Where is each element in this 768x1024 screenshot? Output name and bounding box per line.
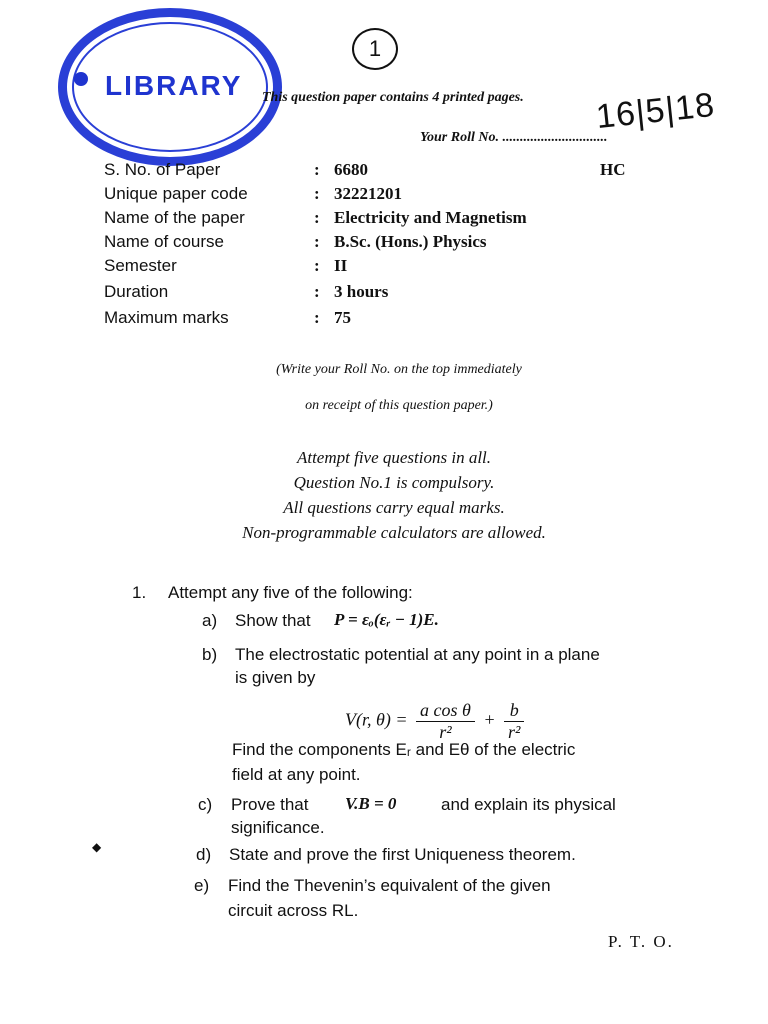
info-value: 3 hours — [334, 282, 389, 301]
info-label: Name of the paper — [104, 208, 245, 227]
info-label: S. No. of Paper — [104, 160, 221, 179]
part-c-math: V.B = 0 — [345, 794, 397, 813]
part-letter: d) — [196, 845, 212, 864]
info-label: Unique paper code — [104, 184, 248, 203]
info-row — [104, 232, 664, 256]
fraction-denominator: r² — [507, 722, 521, 742]
instruction-line: Attempt five questions in all. — [296, 448, 492, 467]
part-d-text: State and prove the first Uniqueness theorem. — [229, 845, 576, 864]
fraction — [416, 700, 475, 743]
potential-formula — [345, 700, 528, 743]
info-value: II — [334, 256, 348, 275]
info-label: Duration — [104, 282, 169, 301]
info-label: Semester — [104, 256, 177, 275]
info-value: 75 — [334, 308, 351, 327]
roll-note-line: on receipt of this question paper.) — [305, 398, 493, 413]
question-number: 1. — [132, 583, 147, 602]
fraction-numerator: b — [504, 700, 524, 722]
stray-mark: ◆ — [92, 840, 102, 854]
part-b-text: is given by — [235, 668, 316, 687]
info-value: B.Sc. (Hons.) Physics — [334, 232, 487, 251]
instruction-line: Question No.1 is compulsory. — [293, 473, 495, 492]
info-row — [104, 184, 664, 208]
part-b-text: The electrostatic potential at any point in a plane — [235, 645, 600, 664]
fraction — [504, 700, 524, 743]
info-value: Electricity and Magnetism — [334, 208, 527, 227]
formula-lhs: V(r, θ) = — [345, 709, 408, 730]
header-note: This question paper contains 4 printed pages. — [262, 90, 524, 105]
info-row — [104, 208, 664, 232]
page-number-mark: 1 — [352, 28, 398, 70]
part-letter: e) — [194, 876, 210, 895]
instruction-line: All questions carry equal marks. — [283, 498, 505, 517]
roll-number-label: Your Roll No. .............................. — [420, 130, 608, 145]
part-a-text: Show that — [235, 611, 311, 630]
info-colon: : — [314, 256, 320, 275]
info-row — [104, 308, 664, 332]
library-stamp-text: LIBRARY — [105, 70, 243, 101]
stamp-dot-icon — [74, 72, 88, 86]
part-letter: c) — [198, 795, 213, 814]
info-colon: : — [314, 208, 320, 227]
part-b-text: field at any point. — [232, 765, 361, 784]
fraction-numerator: a cos θ — [416, 700, 475, 722]
info-row — [104, 282, 664, 306]
info-colon: : — [314, 308, 320, 327]
part-c-text: significance. — [231, 818, 325, 837]
part-a-math: P = εₒ(εᵣ − 1)E. — [334, 610, 439, 629]
instruction-line: Non-programmable calculators are allowed. — [242, 523, 546, 542]
info-colon: : — [314, 184, 320, 203]
fraction-denominator: r² — [439, 722, 452, 742]
part-c-text: and explain its physical — [441, 795, 616, 814]
formula-plus: + — [483, 709, 496, 730]
handwritten-date: 16|5|18 — [594, 85, 717, 137]
info-label: Name of course — [104, 232, 224, 251]
question-lead: Attempt any five of the following: — [168, 583, 413, 602]
part-b-text: Find the components Eᵣ and Eθ of the electric — [232, 740, 576, 759]
part-e-text: Find the Thevenin’s equivalent of the given — [228, 876, 551, 895]
info-row — [104, 160, 664, 184]
part-letter: b) — [202, 645, 218, 664]
info-value: 32221201 — [334, 184, 402, 203]
info-colon: : — [314, 282, 320, 301]
part-e-text: circuit across RL. — [228, 901, 359, 920]
info-value: 6680 — [334, 160, 368, 179]
roll-note-line: (Write your Roll No. on the top immediately — [276, 362, 522, 377]
info-colon: : — [314, 232, 320, 251]
please-turn-over: P. T. O. — [608, 932, 674, 951]
info-label: Maximum marks — [104, 308, 229, 327]
paper-code-hc: HC — [600, 160, 626, 179]
info-row — [104, 256, 664, 280]
part-c-text: Prove that — [231, 795, 309, 814]
part-letter: a) — [202, 611, 218, 630]
info-colon: : — [314, 160, 320, 179]
